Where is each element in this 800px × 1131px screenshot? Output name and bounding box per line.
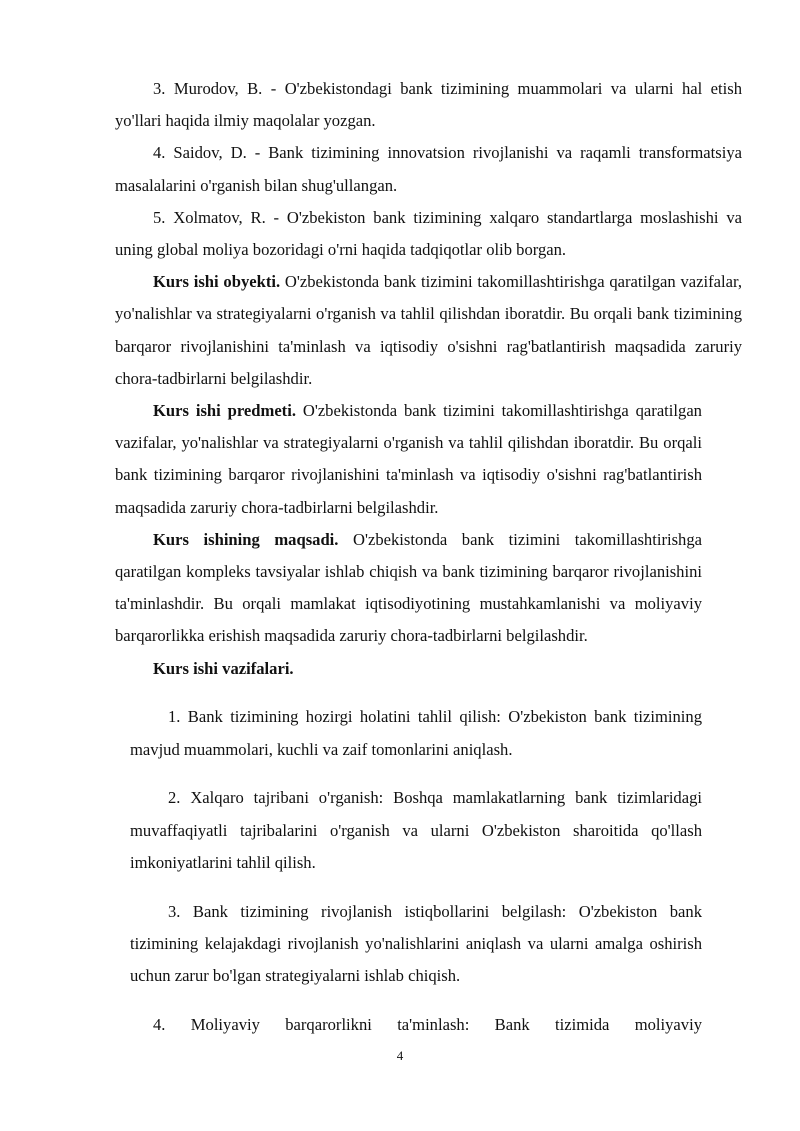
subject-text: O'zbekistonda bank tizimini takomillashtirishga qaratilgan vazifalar, yo'nalishlar va strategiyalarni o'rganish va tahlil qilishdan iboratdir. Bu orqali bank tizimining barqaror rivojlanishini ta'minlash va iqtisodiy o'sishni rag'batlantirish maqsadida zaruriy chora-tadbirlarni belgilashdir. xyxy=(115,401,702,517)
subject-heading: Kurs ishi predmeti. xyxy=(153,401,296,421)
task-item: 2. Xalqaro tajribani o'rganish: Boshqa mamlakatlarning bank tizimlaridagi muvaffaqiyatli tajribalarini o'rganish va ularni O'zbekiston sharoitida qo'llash imkoniyatlarini tahlil qilish. xyxy=(130,788,702,872)
task-item: 3. Bank tizimining rivojlanish istiqbollarini belgilash: O'zbekiston bank tizimining kelajakdagi rivojlanish yo'nalishlarini aniqlash va ularni amalga oshirish uchun zarur bo'lgan strategiyalarni ishlab chiqish. xyxy=(130,901,702,986)
tasks-heading-paragraph xyxy=(115,653,742,685)
reference-item: 5. Xolmatov, R. - O'zbekiston bank tizimining xalqaro standartlarga moslashishi va uning global moliya bozoridagi o'rni haqida tadqiqotlar olib borgan. xyxy=(115,207,742,260)
page-number: 4 xyxy=(396,1048,404,1063)
reference-item: 3. Murodov, B. - O'zbekistondagi bank tizimining muammolari va ularni hal etish yo'llari haqida ilmiy maqolalar yozgan. xyxy=(115,79,742,131)
object-paragraph xyxy=(115,266,742,395)
task-item: 1. Bank tizimining hozirgi holatini tahlil qilish: O'zbekiston bank tizimining mavjud muammolari, kuchli va zaif tomonlarini aniqlash. xyxy=(130,707,702,759)
task-item: 4. Moliyaviy barqarorlikni ta'minlash: Bank tizimida moliyaviy xyxy=(153,1014,702,1034)
goal-text: O'zbekistonda bank tizimini takomillashtirishga qaratilgan kompleks tavsiyalar ishlab chiqish va bank tizimining barqaror rivojlanishini ta'minlashdir. Bu orqali mamlakat iqtisodiyotining mustahkamlanishi va moliyaviy barqarorlikka erishish maqsadida zaruriy chora-tadbirlarni belgilashdir. xyxy=(115,529,702,646)
subject-paragraph xyxy=(115,395,702,524)
goal-paragraph xyxy=(115,524,702,653)
object-heading: Kurs ishi obyekti. xyxy=(153,272,281,292)
page-content xyxy=(115,73,742,1041)
object-text: O'zbekistonda bank tizimini takomillashtirishga qaratilgan vazifalar, yo'nalishlar va strategiyalarni o'rganish va tahlil qilishdan iboratdir. Bu orqali bank tizimining barqaror rivojlanishini ta'minlash va iqtisodiy o'sishni rag'batlantirish maqsadida zaruriy chora-tadbirlarni belgilashdir. xyxy=(115,272,742,388)
reference-item: 4. Saidov, D. - Bank tizimining innovatsion rivojlanishi va raqamli transformatsiya masalalarini o'rganish bilan shug'ullangan. xyxy=(115,143,742,195)
goal-heading: Kurs ishining maqsadi. xyxy=(153,529,339,549)
tasks-heading: Kurs ishi vazifalari. xyxy=(153,658,294,678)
